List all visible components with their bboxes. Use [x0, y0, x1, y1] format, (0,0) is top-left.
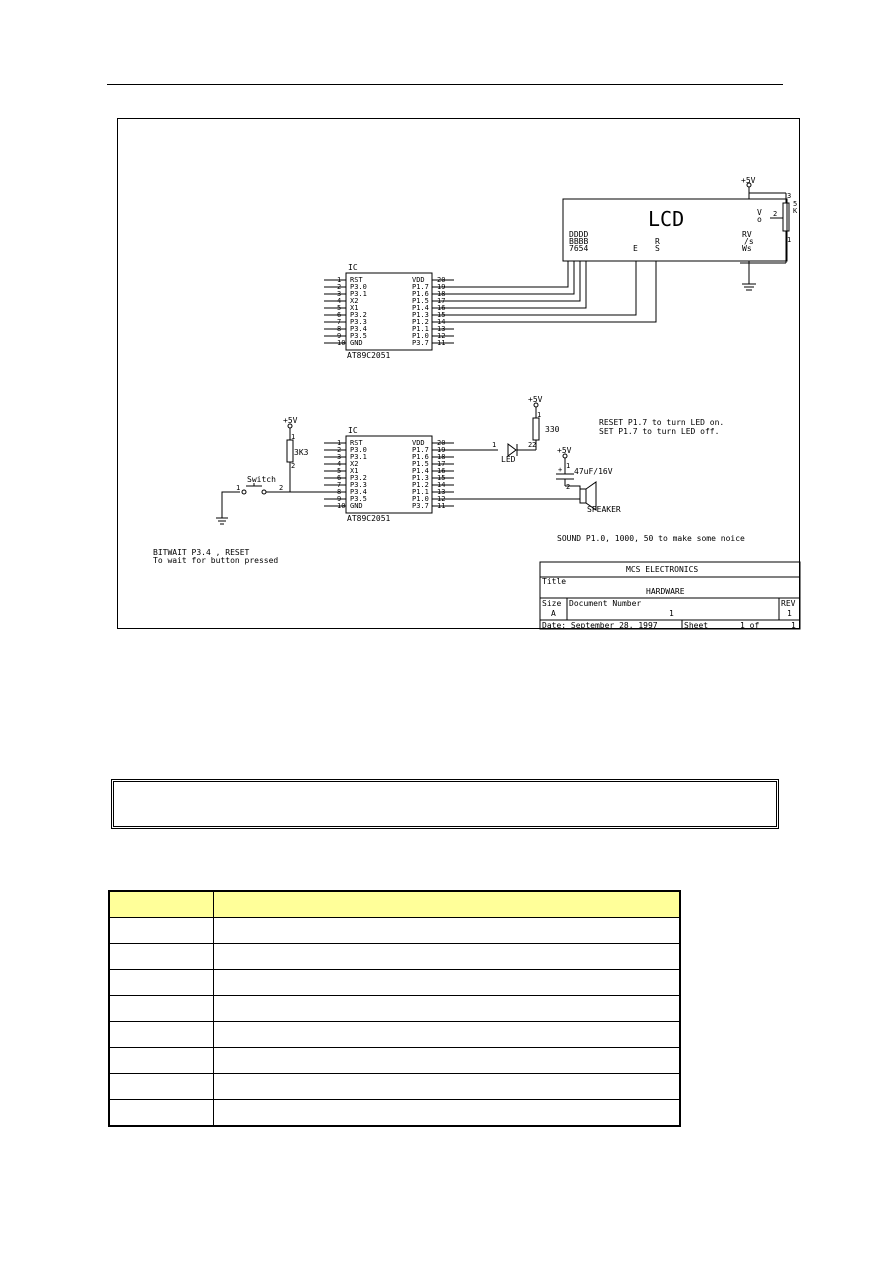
ic-pin-number: 2: [337, 283, 342, 291]
ic-bottom-ref: IC: [348, 426, 358, 435]
ic-pin-number: 1: [337, 439, 342, 447]
tb-rev: 1: [787, 609, 792, 618]
ic-pin-name: P1.2: [412, 481, 429, 489]
led-pin: 2: [528, 441, 533, 449]
tb-title-label: Title: [542, 577, 567, 586]
ic-pin-number: 14: [437, 318, 446, 326]
ic-pin-name: P3.5: [350, 332, 367, 340]
table-row: [109, 944, 680, 970]
tb-size-label: Size: [542, 599, 562, 608]
table-row: [109, 970, 680, 996]
ic-pin-name: P1.6: [412, 453, 429, 461]
ic-top-part: AT89C2051: [347, 351, 391, 360]
tb-sheet-total: 1: [791, 621, 796, 630]
resistor-3k3-value: 3K3: [294, 448, 309, 457]
capacitor-plus: +: [558, 466, 563, 474]
led-pin: 1: [492, 441, 497, 449]
tb-date: Date: September 28, 1997: [542, 621, 658, 630]
ic-pin-number: 8: [337, 488, 342, 496]
ic-pin-name: P3.7: [412, 502, 429, 510]
ic-pin-name: P3.4: [350, 488, 367, 496]
ic-pin-name: P1.1: [412, 325, 429, 333]
ic-pin-name: P3.1: [350, 290, 367, 298]
ic-pin-name: X2: [350, 297, 359, 305]
ic-pin-number: 19: [437, 446, 446, 454]
lcd-data-label: BBBB: [569, 237, 589, 246]
ic-pin-number: 20: [437, 276, 446, 284]
ic-pin-number: 16: [437, 467, 446, 475]
ic-pin-number: 5: [337, 467, 342, 475]
table-row: [109, 996, 680, 1022]
tb-sheet-label: Sheet: [684, 621, 709, 630]
ic-pin-number: 13: [437, 488, 446, 496]
ic-pin-name: P1.5: [412, 297, 429, 305]
ic-pin-name: P1.2: [412, 318, 429, 326]
resistor-3k3-pin: 1: [291, 433, 296, 441]
table-header-row: [109, 891, 680, 918]
potentiometer: [783, 203, 789, 231]
ic-pin-number: 14: [437, 481, 446, 489]
tb-docnum-label: Document Number: [569, 599, 642, 608]
resistor-330-value: 330: [545, 425, 560, 434]
ic-pin-name: P1.0: [412, 332, 429, 340]
empty-table: [108, 890, 681, 1127]
lcd-rs-label: S: [655, 244, 660, 253]
lcd-rw-label: /s: [744, 237, 754, 246]
resistor-330-pin: 1: [537, 411, 542, 419]
lcd-rs-label: R: [655, 237, 660, 246]
tb-sheet-of: 1 of: [740, 621, 760, 630]
speaker-symbol: [580, 489, 586, 503]
resistor-330-supply: +5V: [528, 395, 543, 404]
ic-pin-name: P1.4: [412, 304, 429, 312]
resistor-3k3: [287, 440, 293, 462]
ic-pin-name: X2: [350, 460, 359, 468]
ic-pin-name: P1.0: [412, 495, 429, 503]
lcd-rw-label: RV: [742, 230, 752, 239]
ic-pin-number: 6: [337, 474, 342, 482]
note-bitwait-line2: To wait for button pressed: [153, 556, 279, 565]
pot-pin-label: 1: [787, 236, 792, 244]
table-row: [109, 918, 680, 944]
resistor-3k3-supply: +5V: [283, 416, 298, 425]
ic-pin-number: 18: [437, 453, 446, 461]
ic-pin-name: P3.7: [412, 339, 429, 347]
ic-pin-name: P3.2: [350, 311, 367, 319]
ic-pin-number: 17: [437, 297, 446, 305]
ic-pin-number: 17: [437, 460, 446, 468]
ic-pin-number: 10: [337, 502, 346, 510]
ic-pin-number: 15: [437, 311, 446, 319]
ic-pin-number: 11: [437, 502, 446, 510]
ic-pin-number: 12: [437, 495, 446, 503]
ic-pin-name: GND: [350, 339, 363, 347]
ic-pin-name: P1.3: [412, 474, 429, 482]
led-label: LED: [501, 455, 516, 464]
switch-pin: 1: [236, 484, 241, 492]
ic-pin-number: 20: [437, 439, 446, 447]
ic-pin-number: 10: [337, 339, 346, 347]
ic-pin-name: P1.7: [412, 446, 429, 454]
ic-pin-number: 2: [337, 446, 342, 454]
ic-pin-number: 5: [337, 304, 342, 312]
ic-top-pin-stubs: [324, 280, 454, 343]
ic-pin-name: P1.5: [412, 460, 429, 468]
ic-pin-number: 4: [337, 297, 342, 305]
resistor-330: [533, 418, 539, 440]
ic-pin-number: 7: [337, 318, 342, 326]
ic-bottom-pin-stubs: [324, 443, 454, 506]
ic-pin-number: 6: [337, 311, 342, 319]
pot-pin-label: 3: [787, 192, 792, 200]
capacitor-pin: 2: [566, 483, 571, 491]
speaker-label: SPEAKER: [587, 505, 621, 514]
lcd-data-label: 7654: [569, 244, 589, 253]
ic-pin-number: 9: [337, 495, 342, 503]
table-row: [109, 1100, 680, 1127]
tb-docnum: 1: [669, 609, 674, 618]
pot-side-label: K: [793, 207, 798, 215]
ic-pin-number: 18: [437, 290, 446, 298]
ic-pin-name: X1: [350, 467, 359, 475]
lcd-e-label: E: [633, 244, 638, 253]
resistor-3k3-pin: 2: [291, 462, 296, 470]
ic-pin-name: P3.4: [350, 325, 367, 333]
lcd-title: LCD: [648, 207, 685, 231]
capacitor-pin: 1: [566, 462, 571, 470]
ic-pin-number: 4: [337, 460, 342, 468]
ic-pin-number: 7: [337, 481, 342, 489]
capacitor-supply: +5V: [557, 446, 572, 455]
ic-pin-name: P3.0: [350, 446, 367, 454]
switch-label: Switch: [247, 475, 276, 484]
ic-pin-name: P3.2: [350, 474, 367, 482]
ic-pin-name: RST: [350, 439, 363, 447]
ic-pin-name: P3.1: [350, 453, 367, 461]
pot-side-label: 5: [793, 200, 798, 208]
note-led-line2: SET P1.7 to turn LED off.: [599, 427, 720, 436]
lcd-data-label: DDDD: [569, 230, 589, 239]
note-sound: SOUND P1.0, 1000, 50 to make some noice: [557, 534, 745, 543]
lcd-vo-label: V: [757, 208, 762, 217]
ic-pin-name: P3.3: [350, 318, 367, 326]
ic-bottom-pins: [337, 439, 445, 510]
ic-pin-name: P3.3: [350, 481, 367, 489]
capacitor-value: 47uF/16V: [574, 467, 613, 476]
ic-pin-number: 8: [337, 325, 342, 333]
ic-pin-name: VDD: [412, 439, 425, 447]
lcd-supply-label: +5V: [741, 176, 756, 185]
ic-bottom-part: AT89C2051: [347, 514, 391, 523]
tb-size: A: [551, 609, 556, 618]
ic-pin-name: P3.0: [350, 283, 367, 291]
ic-pin-name: RST: [350, 276, 363, 284]
ic-pin-number: 3: [337, 290, 342, 298]
tb-rev-label: REV: [781, 599, 796, 608]
switch-pin: 2: [279, 484, 284, 492]
ic-pin-number: 11: [437, 339, 446, 347]
ic-pin-name: P1.4: [412, 467, 429, 475]
ic-top-ref: IC: [348, 263, 358, 272]
ic-pin-name: P1.7: [412, 283, 429, 291]
ic-pin-number: 9: [337, 332, 342, 340]
pot-pin-label: 2: [773, 210, 778, 218]
resistor-330-pin: 2: [532, 441, 537, 449]
ic-pin-number: 3: [337, 453, 342, 461]
table-row: [109, 1048, 680, 1074]
ic-pin-name: GND: [350, 502, 363, 510]
lcd-rw-label: Ws: [742, 244, 752, 253]
ic-top-pins: [337, 276, 445, 347]
note-bitwait-line1: BITWAIT P3.4 , RESET: [153, 548, 250, 557]
ic-pin-number: 19: [437, 283, 446, 291]
ic-pin-name: VDD: [412, 276, 425, 284]
note-led-line1: RESET P1.7 to turn LED on.: [599, 418, 725, 427]
table-row: [109, 1074, 680, 1100]
ic-pin-number: 13: [437, 325, 446, 333]
ic-pin-number: 12: [437, 332, 446, 340]
tb-title: HARDWARE: [646, 587, 685, 596]
ic-pin-name: P1.3: [412, 311, 429, 319]
ic-pin-name: X1: [350, 304, 359, 312]
ic-pin-number: 15: [437, 474, 446, 482]
empty-note-box: [111, 779, 779, 829]
ic-pin-number: 16: [437, 304, 446, 312]
table-row: [109, 1022, 680, 1048]
ic-pin-name: P1.6: [412, 290, 429, 298]
ic-pin-name: P3.5: [350, 495, 367, 503]
ic-pin-number: 1: [337, 276, 342, 284]
tb-company: MCS ELECTRONICS: [626, 565, 699, 574]
lcd-vo-label: o: [757, 215, 762, 224]
ic-pin-name: P1.1: [412, 488, 429, 496]
